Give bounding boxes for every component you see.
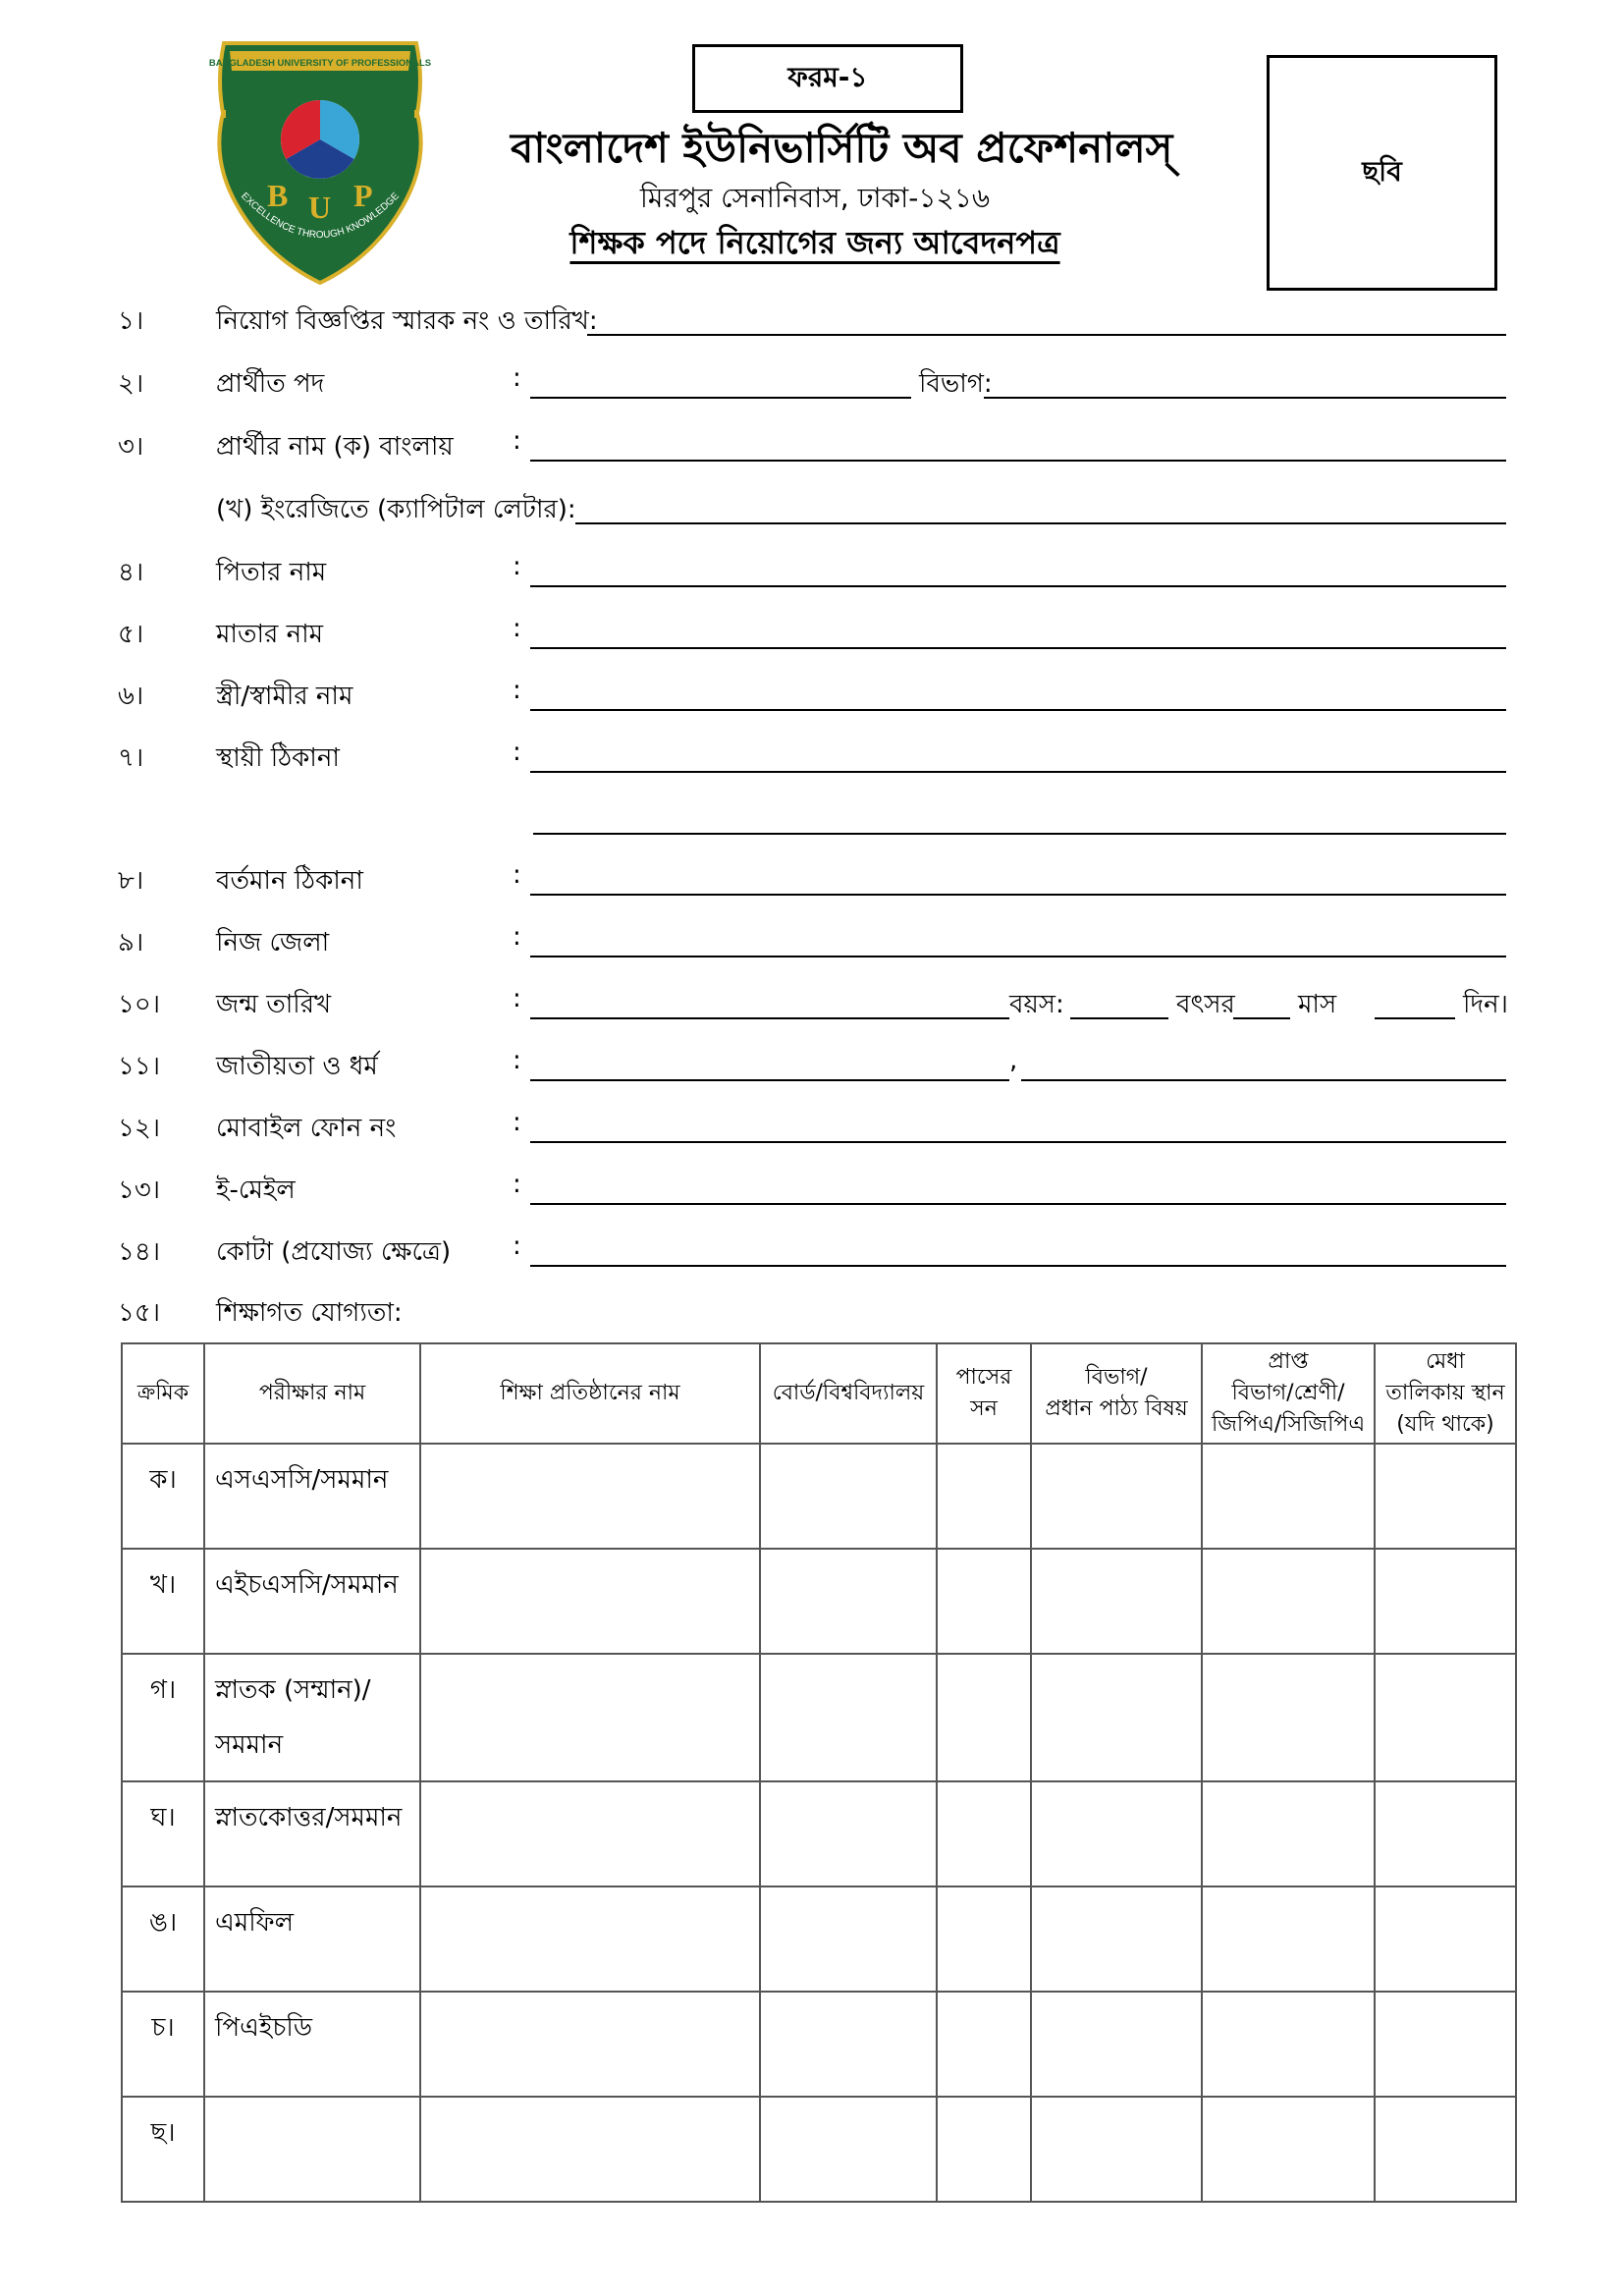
field-colon: : xyxy=(513,738,521,767)
field-label: জাতীয়তা ও ধর্ম xyxy=(216,1052,378,1081)
col-header-pass-year: পাসের সন xyxy=(937,1343,1031,1444)
field-row-5 xyxy=(0,614,1624,653)
field-label: নিজ জেলা xyxy=(216,928,330,957)
age-years-input[interactable] xyxy=(1070,984,1168,1019)
field-row-11 xyxy=(0,1046,1624,1085)
field-colon: : xyxy=(513,1231,521,1261)
col-header-subject: বিভাগ/ প্রধান পাঠ্য বিষয় xyxy=(1031,1343,1202,1444)
field-colon: : xyxy=(513,426,521,456)
row-serial: চ। xyxy=(122,1992,204,2097)
merit-cell[interactable] xyxy=(1375,1549,1516,1654)
merit-cell[interactable] xyxy=(1375,1992,1516,2097)
field-number: ৮। xyxy=(118,866,144,896)
field-number: ১। xyxy=(118,306,144,336)
result-cell[interactable] xyxy=(1202,1549,1375,1654)
form-heading: শিক্ষক পদে নিয়োগের জন্য আবেদনপত্র xyxy=(569,224,1060,261)
field-number: ১৩। xyxy=(118,1175,161,1205)
field-number: ১০। xyxy=(118,990,161,1019)
board-cell[interactable] xyxy=(760,1992,937,2097)
field-label: মোবাইল ফোন নং xyxy=(216,1114,397,1143)
field-row-8 xyxy=(0,860,1624,900)
field-colon: : xyxy=(513,1170,521,1199)
bup-logo xyxy=(206,41,434,285)
logo-letter-u: U xyxy=(308,190,332,225)
field-row-7 xyxy=(0,738,1624,777)
field-label: মাতার নাম xyxy=(216,620,324,649)
result-cell[interactable] xyxy=(1202,1781,1375,1886)
field-row-7-continued xyxy=(0,799,1624,839)
field-row-1 xyxy=(0,301,1624,340)
field-row-3b xyxy=(0,489,1624,528)
field-colon: : xyxy=(513,1108,521,1137)
permanent-address-input[interactable] xyxy=(530,738,1506,773)
pass-year-cell[interactable] xyxy=(937,1992,1031,2097)
department-label: বিভাগ: xyxy=(919,369,993,399)
mother-name-input[interactable] xyxy=(530,614,1506,649)
field-number: ৩। xyxy=(118,432,144,462)
field-colon: : xyxy=(513,363,521,393)
row-exam-name: এইচএসসি/সমমান xyxy=(204,1549,420,1654)
field-row-12 xyxy=(0,1108,1624,1147)
spouse-name-input[interactable] xyxy=(530,676,1506,711)
university-title: বাংলাদেশ ইউনিভার্সিটি অব প্রফেশনালস্ xyxy=(511,124,1173,172)
table-row xyxy=(122,1992,1516,2097)
field-label: প্রার্থীত পদ xyxy=(216,369,325,399)
row-serial: গ। xyxy=(122,1654,204,1781)
subject-cell[interactable] xyxy=(1031,1444,1202,1549)
table-header-row xyxy=(122,1343,1516,1444)
field-number: ৬। xyxy=(118,682,144,711)
field-row-10 xyxy=(0,984,1624,1023)
field-colon: : xyxy=(513,614,521,643)
field-number: ১৫। xyxy=(118,1298,161,1328)
col-header-merit: মেধা তালিকায় স্থান (যদি থাকে) xyxy=(1375,1343,1516,1444)
field-label: স্থায়ী ঠিকানা xyxy=(216,743,340,773)
row-exam-name: পিএইচডি xyxy=(204,1992,420,2097)
form-number-box xyxy=(692,44,963,113)
permanent-address-input-line2[interactable] xyxy=(533,799,1506,835)
col-header-exam: পরীক্ষার নাম xyxy=(204,1343,420,1444)
field-label: নিয়োগ বিজ্ঞপ্তির স্মারক নং ও তারিখ: xyxy=(216,306,598,336)
religion-input[interactable] xyxy=(1021,1046,1506,1081)
months-label: মাস xyxy=(1298,990,1337,1019)
department-input[interactable] xyxy=(984,363,1506,399)
field-separator: , xyxy=(1009,1046,1018,1075)
field-colon: : xyxy=(513,1046,521,1075)
merit-cell[interactable] xyxy=(1375,1654,1516,1781)
merit-cell[interactable] xyxy=(1375,1781,1516,1886)
pass-year-cell[interactable] xyxy=(937,1886,1031,1992)
result-cell[interactable] xyxy=(1202,1444,1375,1549)
age-months-input[interactable] xyxy=(1233,984,1290,1019)
institution-cell[interactable] xyxy=(420,2097,760,2202)
field-colon: : xyxy=(513,860,521,890)
field-row-14 xyxy=(0,1231,1624,1271)
field-colon: : xyxy=(513,676,521,705)
col-header-result: প্রাপ্ত বিভাগ/শ্রেণী/ জিপিএ/সিজিপিএ xyxy=(1202,1343,1375,1444)
age-days-input[interactable] xyxy=(1375,984,1455,1019)
field-label: প্রার্থীর নাম (ক) বাংলায় xyxy=(216,432,454,462)
university-address: মিরপুর সেনানিবাস, ঢাকা-১২১৬ xyxy=(639,182,991,214)
subject-cell[interactable] xyxy=(1031,1549,1202,1654)
logo-top-text: BANGLADESH UNIVERSITY OF PROFESSIONALS xyxy=(208,58,432,69)
email-input[interactable] xyxy=(530,1170,1506,1205)
field-row-6 xyxy=(0,676,1624,715)
field-number: ১৪। xyxy=(118,1237,161,1267)
field-number: ২। xyxy=(118,369,144,399)
pass-year-cell[interactable] xyxy=(937,1549,1031,1654)
row-exam-name: স্নাতকোত্তর/সমমান xyxy=(204,1781,420,1886)
post-input[interactable] xyxy=(530,363,911,399)
subject-cell[interactable] xyxy=(1031,1654,1202,1781)
pass-year-cell[interactable] xyxy=(937,1654,1031,1781)
col-header-board: বোর্ড/বিশ্ববিদ্যালয় xyxy=(760,1343,937,1444)
row-exam-name: এমফিল xyxy=(204,1886,420,1992)
mobile-number-input[interactable] xyxy=(530,1108,1506,1143)
result-cell[interactable] xyxy=(1202,1654,1375,1781)
col-header-serial: ক্রমিক xyxy=(122,1343,204,1444)
result-cell[interactable] xyxy=(1202,2097,1375,2202)
merit-cell[interactable] xyxy=(1375,1444,1516,1549)
field-number: ৯। xyxy=(118,928,144,957)
row-exam-name: স্নাতক (সম্মান)/ সমমান xyxy=(204,1654,420,1781)
row-serial: খ। xyxy=(122,1549,204,1654)
field-row-9 xyxy=(0,922,1624,961)
institution-cell[interactable] xyxy=(420,1549,760,1654)
pass-year-cell[interactable] xyxy=(937,1781,1031,1886)
field-row-13 xyxy=(0,1170,1624,1209)
present-address-input[interactable] xyxy=(530,860,1506,896)
field-label: বর্তমান ঠিকানা xyxy=(216,866,363,896)
photo-label: ছবি xyxy=(1362,154,1402,188)
field-label: পিতার নাম xyxy=(216,558,327,587)
name-bangla-input[interactable] xyxy=(530,426,1506,462)
institution-cell[interactable] xyxy=(420,1444,760,1549)
father-name-input[interactable] xyxy=(530,552,1506,587)
field-number: ৫। xyxy=(118,620,144,649)
table-row xyxy=(122,1549,1516,1654)
subject-cell[interactable] xyxy=(1031,1886,1202,1992)
field-label: শিক্ষাগত যোগ্যতা: xyxy=(216,1298,403,1328)
field-label: (খ) ইংরেজিতে (ক্যাপিটাল লেটার): xyxy=(216,495,576,524)
subject-cell[interactable] xyxy=(1031,1781,1202,1886)
quota-input[interactable] xyxy=(530,1231,1506,1267)
table-row xyxy=(122,1781,1516,1886)
field-number: ১২। xyxy=(118,1114,161,1143)
logo-motto-text: EXCELLENCE THROUGH KNOWLEDGE xyxy=(239,191,402,242)
photo-box[interactable] xyxy=(1267,55,1497,291)
institution-cell[interactable] xyxy=(420,1654,760,1781)
logo-letter-b: B xyxy=(267,178,289,213)
row-serial: ক। xyxy=(122,1444,204,1549)
table-row xyxy=(122,2097,1516,2202)
field-colon: : xyxy=(513,984,521,1013)
field-colon: : xyxy=(513,552,521,581)
institution-cell[interactable] xyxy=(420,1992,760,2097)
row-serial: ঘ। xyxy=(122,1781,204,1886)
field-label: কোটা (প্রযোজ্য ক্ষেত্রে) xyxy=(216,1237,452,1267)
field-label: স্ত্রী/স্বামীর নাম xyxy=(216,682,353,711)
home-district-input[interactable] xyxy=(530,922,1506,957)
logo-letter-p: P xyxy=(353,178,373,213)
age-label: বয়স: xyxy=(1009,990,1064,1019)
board-cell[interactable] xyxy=(760,1444,937,1549)
board-cell[interactable] xyxy=(760,2097,937,2202)
result-cell[interactable] xyxy=(1202,1992,1375,2097)
field-row-4 xyxy=(0,552,1624,591)
field-number: ৪। xyxy=(118,558,144,587)
board-cell[interactable] xyxy=(760,1654,937,1781)
row-serial: ঙ। xyxy=(122,1886,204,1992)
table-row xyxy=(122,1886,1516,1992)
merit-cell[interactable] xyxy=(1375,2097,1516,2202)
field-colon: : xyxy=(513,922,521,952)
result-cell[interactable] xyxy=(1202,1886,1375,1992)
board-cell[interactable] xyxy=(760,1549,937,1654)
education-table xyxy=(121,1342,1517,2203)
pass-year-cell[interactable] xyxy=(937,2097,1031,2202)
row-exam-name[interactable] xyxy=(204,2097,420,2202)
table-row xyxy=(122,1654,1516,1781)
days-label: দিন। xyxy=(1463,990,1508,1019)
field-label: জন্ম তারিখ xyxy=(216,990,332,1019)
row-exam-name: এসএসসি/সমমান xyxy=(204,1444,420,1549)
memo-no-date-input[interactable] xyxy=(587,301,1506,336)
col-header-institution: শিক্ষা প্রতিষ্ঠানের নাম xyxy=(420,1343,760,1444)
board-cell[interactable] xyxy=(760,1781,937,1886)
field-row-15 xyxy=(0,1292,1624,1332)
birth-date-input[interactable] xyxy=(530,984,1009,1019)
institution-cell[interactable] xyxy=(420,1781,760,1886)
subject-cell[interactable] xyxy=(1031,1992,1202,2097)
form-number: ফরম-১ xyxy=(787,60,868,93)
field-row-3 xyxy=(0,426,1624,465)
field-number: ৭। xyxy=(118,743,144,773)
row-serial: ছ। xyxy=(122,2097,204,2202)
field-number: ১১। xyxy=(118,1052,161,1081)
nationality-input[interactable] xyxy=(530,1046,1009,1081)
pass-year-cell[interactable] xyxy=(937,1444,1031,1549)
years-label: বৎসর xyxy=(1176,990,1235,1019)
table-row xyxy=(122,1444,1516,1549)
board-cell[interactable] xyxy=(760,1886,937,1992)
field-label: ই-মেইল xyxy=(216,1175,296,1205)
subject-cell[interactable] xyxy=(1031,2097,1202,2202)
institution-cell[interactable] xyxy=(420,1886,760,1992)
merit-cell[interactable] xyxy=(1375,1886,1516,1992)
field-row-2 xyxy=(0,363,1624,403)
name-english-input[interactable] xyxy=(575,489,1506,524)
